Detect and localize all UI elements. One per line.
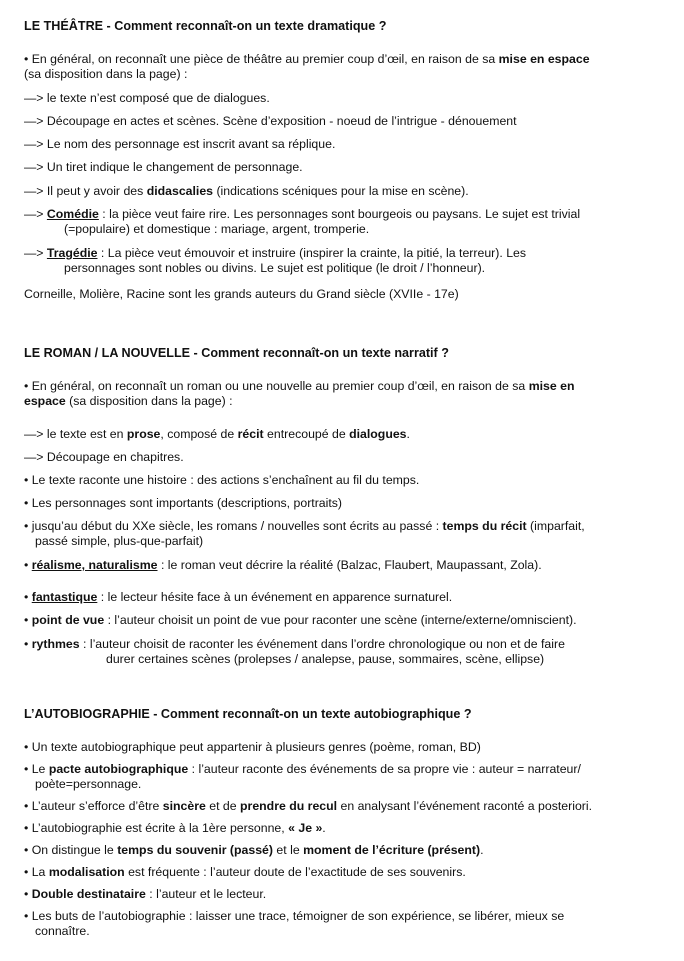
list-item: —> Un tiret indique le changement de personnage.	[24, 160, 303, 174]
list-item: • La modalisation est fréquente : l’auteur doute de l’exactitude de ses souvenirs.	[24, 865, 466, 879]
list-item: • Les buts de l’autobiographie : laisser une trace, témoigner de son expérience, se libérer, mieux se	[24, 909, 565, 923]
list-item: —> Découpage en actes et scènes. Scène d’exposition - noeud de l’intrigue - dénouement	[24, 114, 517, 128]
list-item: —> Découpage en chapitres.	[24, 450, 184, 464]
section-title-roman: LE ROMAN / LA NOUVELLE - Comment reconnaît-on un texte narratif ?	[24, 346, 449, 360]
paragraph-line: • En général, on reconnaît une pièce de théâtre au premier coup d’œil, en raison de sa mise en espace	[24, 52, 590, 66]
paragraph-line: Corneille, Molière, Racine sont les grands auteurs du Grand siècle (XVIIe - 17e)	[24, 287, 459, 301]
list-item: • Les personnages sont importants (descriptions, portraits)	[24, 496, 343, 510]
list-item-continuation: passé simple, plus-que-parfait)	[35, 534, 204, 548]
list-item: • réalisme, naturalisme : le roman veut décrire la réalité (Balzac, Flaubert, Maupassant, Zola).	[24, 558, 542, 572]
list-item: • On distingue le temps du souvenir (passé) et le moment de l’écriture (présent).	[24, 843, 484, 857]
section-title-theatre: LE THÉÂTRE - Comment reconnaît-on un texte dramatique ?	[24, 19, 387, 33]
list-item: —> Il peut y avoir des didascalies (indications scéniques pour la mise en scène).	[24, 184, 469, 198]
list-item: • Le texte raconte une histoire : des actions s’enchaînent au fil du temps.	[24, 473, 420, 487]
paragraph-line: • En général, on reconnaît un roman ou une nouvelle au premier coup d’œil, en raison de sa mise en	[24, 379, 575, 393]
list-item-continuation: connaître.	[35, 924, 90, 938]
list-item-continuation: (=populaire) et domestique : mariage, argent, tromperie.	[64, 222, 370, 236]
list-item: • L’autobiographie est écrite à la 1ère personne, « Je ».	[24, 821, 326, 835]
list-item: —> Tragédie : La pièce veut émouvoir et instruire (inspirer la crainte, la pitié, la terreur). Les	[24, 246, 527, 260]
paragraph-line: espace (sa disposition dans la page) :	[24, 394, 233, 408]
list-item-continuation: poète=personnage.	[35, 777, 142, 791]
list-item: • Le pacte autobiographique : l’auteur raconte des événements de sa propre vie : auteur = narrateur/	[24, 762, 581, 776]
list-item: —> le texte est en prose, composé de récit entrecoupé de dialogues.	[24, 427, 410, 441]
list-item-continuation: personnages sont nobles ou divins. Le sujet est politique (le droit / l’honneur).	[64, 261, 486, 275]
list-item: • rythmes : l’auteur choisit de raconter les événement dans l’ordre chronologique ou non et de faire	[24, 637, 565, 651]
list-item: • Un texte autobiographique peut appartenir à plusieurs genres (poème, roman, BD)	[24, 740, 481, 754]
paragraph-line: (sa disposition dans la page) :	[24, 67, 188, 81]
list-item: —> Comédie : la pièce veut faire rire. Les personnages sont bourgeois ou paysans. Le sujet est trivial	[24, 207, 581, 221]
list-item: —> le texte n’est composé que de dialogues.	[24, 91, 270, 105]
list-item: —> Le nom des personnage est inscrit avant sa réplique.	[24, 137, 336, 151]
list-item: • L’auteur s’efforce d’être sincère et de prendre du recul en analysant l’événement raconté a posteriori.	[24, 799, 593, 813]
list-item-continuation: durer certaines scènes (prolepses / analepse, pause, sommaires, scène, ellipse)	[106, 652, 545, 666]
list-item: • fantastique : le lecteur hésite face à un événement en apparence surnaturel.	[24, 590, 453, 604]
list-item: • jusqu’au début du XXe siècle, les romans / nouvelles sont écrits au passé : temps du récit (imparfait,	[24, 519, 585, 533]
list-item: • Double destinataire : l’auteur et le lecteur.	[24, 887, 267, 901]
list-item: • point de vue : l’auteur choisit un point de vue pour raconter une scène (interne/externe/omniscient).	[24, 613, 577, 627]
section-title-autobiographie: L’AUTOBIOGRAPHIE - Comment reconnaît-on un texte autobiographique ?	[24, 707, 472, 721]
